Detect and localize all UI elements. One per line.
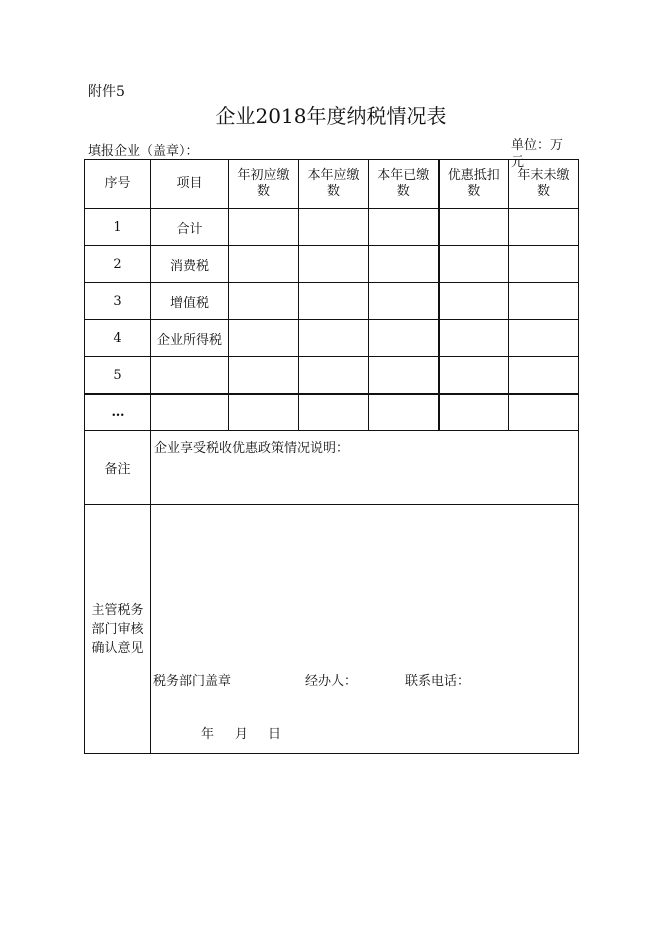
remark-text: 企业享受税收优惠政策情况说明： <box>154 441 350 456</box>
attachment-label: 附件5 <box>88 84 125 100</box>
filler-label: 填报企业（盖章）： <box>88 144 199 159</box>
cell-closing-unpaid[interactable] <box>509 320 579 357</box>
cell-year-paid[interactable] <box>369 320 439 357</box>
header-cell-year-due <box>299 160 369 209</box>
review-label <box>85 505 151 754</box>
row-item: 企业所得税 <box>151 320 229 357</box>
header-cell-year-paid <box>369 160 439 209</box>
cell-closing-unpaid[interactable] <box>509 209 579 246</box>
cell-deduction[interactable] <box>439 320 509 357</box>
seal-label: 税务部门盖章 <box>153 674 232 689</box>
form-title: 企业2018年度纳税情况表 <box>215 104 447 128</box>
table-row <box>85 283 579 320</box>
header-cell-opening-due <box>229 160 299 209</box>
cell-year-due[interactable] <box>299 209 369 246</box>
cell-year-paid[interactable] <box>369 283 439 320</box>
remark-label: 备注 <box>85 431 151 505</box>
header-cell-closing-unpaid <box>509 160 579 209</box>
cell-opening-due[interactable] <box>229 357 299 395</box>
cell-deduction[interactable] <box>439 283 509 320</box>
header-text-deduction: 优惠抵扣 数 <box>447 168 500 199</box>
year-label: 年 <box>201 727 215 742</box>
cell-year-due[interactable] <box>299 320 369 357</box>
cell-year-paid[interactable] <box>369 246 439 283</box>
header-text-opening-due: 年初应缴 数 <box>237 168 290 199</box>
cell-year-paid[interactable] <box>369 357 439 395</box>
review-field[interactable] <box>151 505 579 754</box>
table-row <box>85 246 579 283</box>
row-number: 1 <box>85 209 151 246</box>
table-row <box>85 209 579 246</box>
row-number: 3 <box>85 283 151 320</box>
cell-closing-unpaid[interactable] <box>509 283 579 320</box>
unit-label: 单位：万元 <box>511 138 564 170</box>
phone-label: 联系电话： <box>405 674 471 689</box>
ellipsis-cell <box>85 394 151 431</box>
header-text-year-due: 本年应缴 数 <box>307 168 360 199</box>
cell-year-due[interactable] <box>299 394 369 431</box>
cell-year-due[interactable] <box>299 283 369 320</box>
ellipsis-text: … <box>111 405 124 420</box>
header-text-year-paid: 本年已缴 数 <box>377 168 430 199</box>
month-label: 月 <box>235 727 249 742</box>
cell-year-paid[interactable] <box>369 209 439 246</box>
row-number: 5 <box>85 357 151 395</box>
cell-opening-due[interactable] <box>229 283 299 320</box>
row-number: 4 <box>85 320 151 357</box>
cell-deduction[interactable] <box>439 209 509 246</box>
day-label: 日 <box>268 727 282 742</box>
cell-opening-due[interactable] <box>229 394 299 431</box>
cell-deduction[interactable] <box>439 246 509 283</box>
review-row <box>85 505 579 754</box>
header-cell-no: 序号 <box>85 160 151 209</box>
remark-row <box>85 431 579 505</box>
cell-closing-unpaid[interactable] <box>509 246 579 283</box>
row-item: 合计 <box>151 209 229 246</box>
cell-closing-unpaid[interactable] <box>509 394 579 431</box>
row-item: 消费税 <box>151 246 229 283</box>
header-cell-deduction <box>439 160 509 209</box>
row-item: 增值税 <box>151 283 229 320</box>
tax-table <box>84 159 579 754</box>
cell-deduction[interactable] <box>439 357 509 395</box>
table-row-ellipsis <box>85 394 579 431</box>
cell-year-paid[interactable] <box>369 394 439 431</box>
row-number: 2 <box>85 246 151 283</box>
cell-opening-due[interactable] <box>229 320 299 357</box>
row-item[interactable] <box>151 394 229 431</box>
cell-deduction[interactable] <box>439 394 509 431</box>
cell-year-due[interactable] <box>299 246 369 283</box>
review-label-text: 主管税务 部门审核 确认意见 <box>91 602 144 656</box>
header-row <box>85 160 579 209</box>
cell-opening-due[interactable] <box>229 209 299 246</box>
remark-field[interactable] <box>151 431 579 505</box>
cell-opening-due[interactable] <box>229 246 299 283</box>
cell-closing-unpaid[interactable] <box>509 357 579 395</box>
cell-year-due[interactable] <box>299 357 369 395</box>
row-item[interactable] <box>151 357 229 395</box>
header-cell-item: 项目 <box>151 160 229 209</box>
table-row <box>85 320 579 357</box>
handler-label: 经办人： <box>305 674 358 689</box>
table-row <box>85 357 579 395</box>
header-text-closing-unpaid: 年末未缴 数 <box>517 168 570 199</box>
